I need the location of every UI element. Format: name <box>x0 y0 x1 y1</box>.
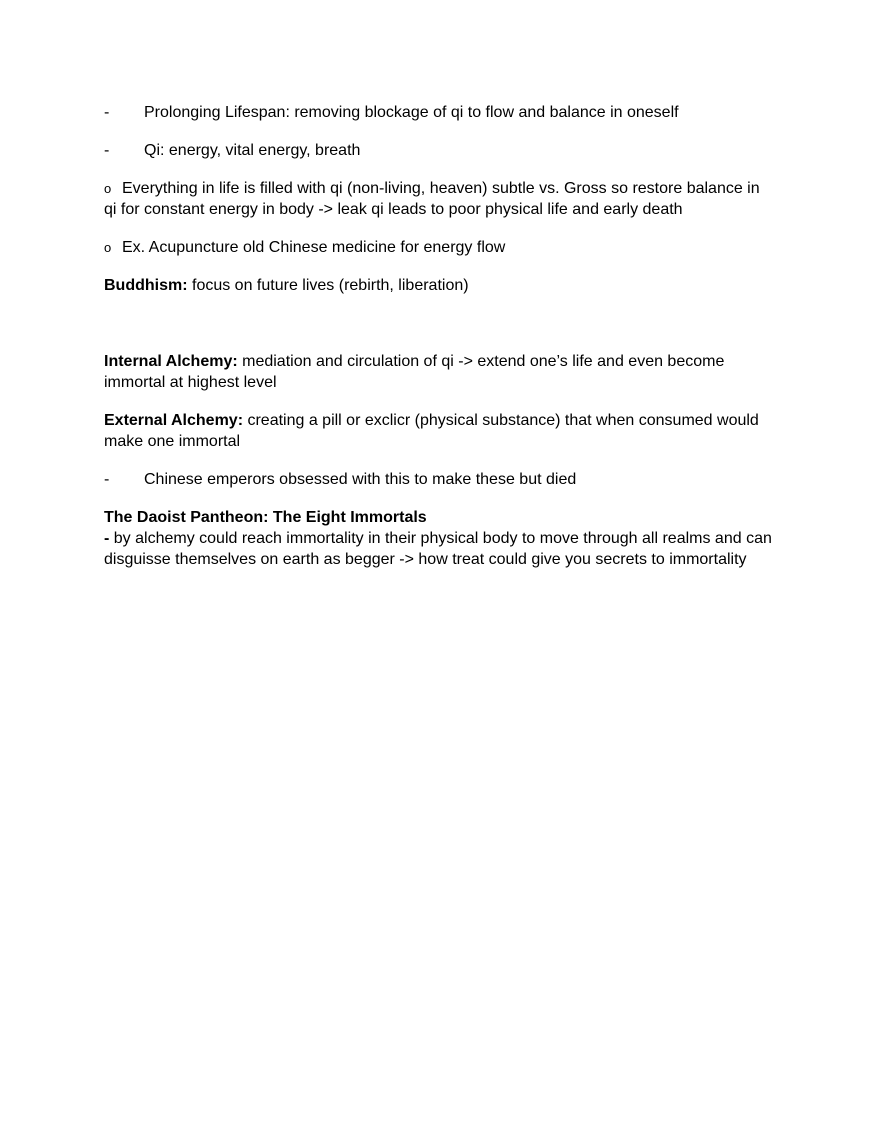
internal-alchemy-text: mediation and circulation of qi -> extend one’s life and even become immortal at highest level <box>104 353 725 391</box>
external-alchemy-label: External Alchemy: <box>104 412 244 429</box>
list-item-acupuncture <box>104 237 776 258</box>
list-item-text: Ex. Acupuncture old Chinese medicine for energy flow <box>122 239 506 256</box>
pantheon-dash: - <box>104 530 110 547</box>
dash-marker: - <box>104 104 110 121</box>
pantheon-heading: The Daoist Pantheon: The Eight Immortals <box>104 509 427 526</box>
blank-spacer <box>104 313 776 351</box>
circle-bullet: o <box>104 181 112 196</box>
dash-marker: - <box>104 471 110 488</box>
list-item-everything-qi <box>104 178 776 220</box>
internal-alchemy-paragraph <box>104 351 776 393</box>
pantheon-text-line <box>104 528 776 570</box>
document-page <box>104 102 776 587</box>
buddhism-label: Buddhism: <box>104 277 188 294</box>
list-item-text: Everything in life is filled with qi (non-living, heaven) subtle vs. Gross so restore balance in qi for constant energy in body -> leak qi leads to poor physical life and early death <box>104 180 760 218</box>
list-item-text: Prolonging Lifespan: removing blockage of qi to flow and balance in oneself <box>144 104 679 121</box>
pantheon-section <box>104 507 776 570</box>
list-item-text: Chinese emperors obsessed with this to make these but died <box>144 471 577 488</box>
circle-bullet: o <box>104 240 112 255</box>
pantheon-text: by alchemy could reach immortality in their physical body to move through all realms and can disguisse themselves on earth as begger -> how treat could give you secrets to immortality <box>104 530 772 568</box>
external-alchemy-paragraph <box>104 410 776 452</box>
dash-marker: - <box>104 142 110 159</box>
list-item-emperors <box>104 469 776 490</box>
internal-alchemy-label: Internal Alchemy: <box>104 353 238 370</box>
list-item-qi <box>104 140 776 161</box>
list-item-text: Qi: energy, vital energy, breath <box>144 142 361 159</box>
buddhism-paragraph <box>104 275 776 296</box>
external-alchemy-text: creating a pill or exclicr (physical substance) that when consumed would make one immortal <box>104 412 759 450</box>
list-item-lifespan <box>104 102 776 123</box>
buddhism-text: focus on future lives (rebirth, liberation) <box>187 277 469 294</box>
